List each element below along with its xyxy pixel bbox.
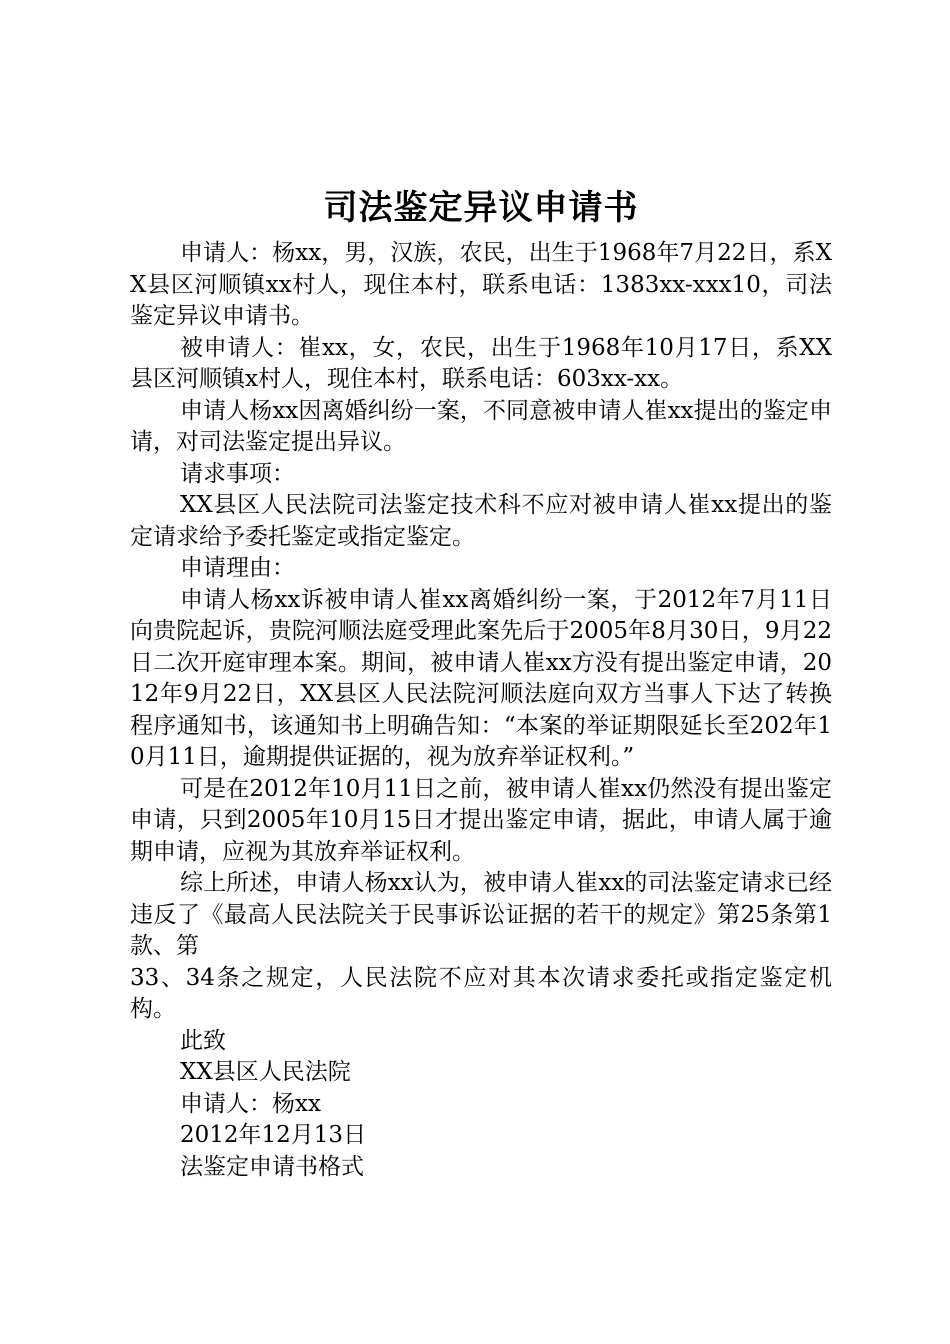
conclusion-continuation: 33、34条之规定，人民法院不应对其本次请求委托或指定鉴定机构。 — [130, 964, 832, 1022]
format-note: 法鉴定申请书格式 — [180, 1153, 364, 1180]
document-page — [130, 180, 832, 1183]
signature-applicant: 申请人：杨xx — [180, 1090, 321, 1117]
signature-date: 2012年12月13日 — [180, 1122, 367, 1148]
salutation: 此致 — [180, 1027, 226, 1054]
applicant-paragraph: 申请人：杨xx，男，汉族，农民，出生于1968年7月22日，系XX县区河顺镇xx村人，现住本村，联系电话：1383xx-xxx10，司法鉴定异议申请书。 — [130, 240, 832, 329]
court-name: XX县区人民法院 — [180, 1059, 351, 1085]
document-title: 司法鉴定异议申请书 — [323, 188, 639, 228]
request-paragraph: XX县区人民法院司法鉴定技术科不应对被申请人崔xx提出的鉴定请求给予委托鉴定或指定鉴定。 — [130, 492, 832, 550]
reason-paragraph: 申请人杨xx诉被申请人崔xx离婚纠纷一案，于2012年7月11日向贵院起诉，贵院河顺法庭受理此案先后于2005年8月30日，9月22日二次开庭审理本案。期间，被申请人崔xx方没有提出鉴定申请，2012年9月22日，XX县区人民法院河顺法庭向双方当事人下达了转换程序通知书，该通知书上明确告知：“本案的举证期限延长至202年10月11日，逾期提供证据的，视为放弃举证权利。” — [130, 586, 832, 770]
request-heading: 请求事项： — [180, 460, 295, 487]
respondent-paragraph: 被申请人：崔xx，女，农民，出生于1968年10月17日，系XX县区河顺镇x村人，现住本村，联系电话：603xx-xx。 — [130, 334, 832, 392]
reason-heading: 申请理由： — [180, 555, 295, 581]
conclusion-paragraph: 综上所述，申请人杨xx认为，被申请人崔xx的司法鉴定请求已经违反了《最高人民法院关于民事诉讼证据的若干的规定》第25条第1款、第 — [130, 870, 832, 959]
late-application-paragraph: 可是在2012年10月11日之前，被申请人崔xx仍然没有提出鉴定申请，只到2005年10月15日才提出鉴定申请，据此，申请人属于逾期申请，应视为其放弃举证权利。 — [130, 775, 832, 865]
objection-paragraph: 申请人杨xx因离婚纠纷一案，不同意被申请人崔xx提出的鉴定申请，对司法鉴定提出异议。 — [130, 397, 832, 455]
